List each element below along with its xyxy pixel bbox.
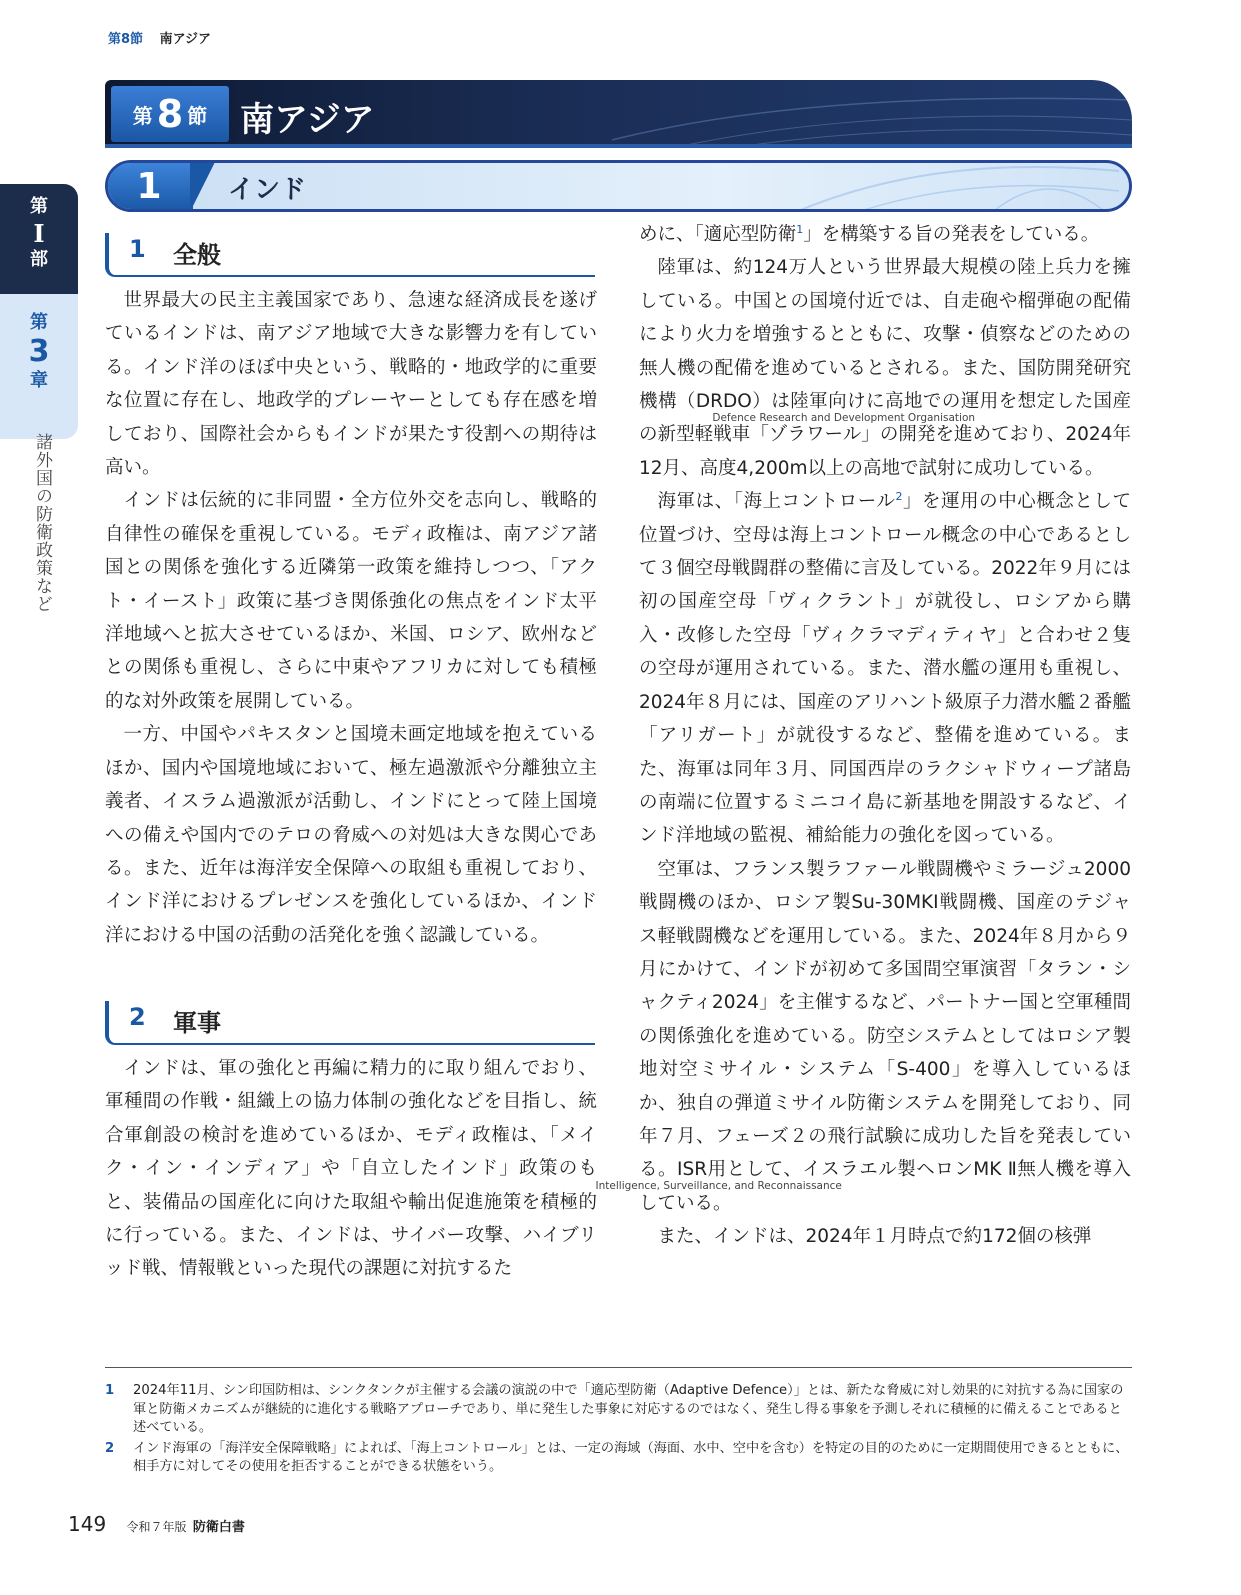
paragraph: インドは、軍の強化と再編に精力的に取り組んでおり、軍種間の作戦・組織上の協力体制の強化などを目指し、統合軍創設の検討を進めているほか、モディ政権は、「メイク・イン・インディア」や「自立したインド」政策のもと、装備品の国産化に向けた取組や輸出促進施策を積極的に行っている。また、インドは、サイバー攻撃、ハイブリッド戦、情報戦といった現代の課題に対抗するた <box>105 1058 597 1280</box>
edition: 令和７年版 <box>126 1520 187 1534</box>
left-column-general <box>105 284 597 952</box>
footnotes <box>105 1382 1132 1479</box>
heading-text: 軍事 <box>173 1009 221 1037</box>
running-head-title: 南アジア <box>159 32 212 47</box>
side-tab-part[interactable] <box>0 184 78 294</box>
footnote-ref-1[interactable]: 1 <box>796 222 804 236</box>
side-tab <box>0 184 78 439</box>
right-column <box>595 218 1131 1254</box>
isr-annotation: Intelligence, Surveillance, and Reconnaissance <box>595 1180 842 1193</box>
paragraph: また、インドは、2024年１月時点で約172個の核弾 <box>657 1226 1092 1248</box>
subbanner-decoration <box>789 163 1119 212</box>
section-prefix: 第 <box>132 103 153 128</box>
side-tab-chapter[interactable] <box>0 294 78 439</box>
banner-decoration <box>612 80 1132 148</box>
book-title: 防衛白書 <box>192 1520 245 1535</box>
section-number: 8 <box>156 92 184 136</box>
footnote-text: 2024年11月、シン印国防相は、シンクタンクが主催する会議の演説の中で「適応型防衛（Adaptive Defence）」とは、新たな脅威に対し効果的に対抗する為に国家の軍と防衛メカニズムが継続的に進化する戦略アプローチであり、単に発生した事象に対応するのではなく、発生し得る事象を予測しそれに積極的に備えることであると述べている。 <box>133 1383 1124 1435</box>
footnote-item <box>105 1382 1132 1438</box>
paragraph: 一方、中国やパキスタンと国境未画定地域を抱えているほか、国内や国境地域において、極左過激派や分離独立主義者、イスラム過激派が活動し、インドにとって陸上国境への備えや国内でのテロの脅威への対処は大きな関心である。また、近年は海洋安全保障への取組も重視しており、インド洋におけるプレゼンスを強化しているほか、インド洋における中国の活動の活発化を強く認識している。 <box>105 724 597 946</box>
running-head <box>108 28 211 47</box>
footnote-number: 2 <box>105 1440 115 1456</box>
chapter-title-vertical: 諸外国の防衛政策など <box>32 433 52 613</box>
heading-number: 2 <box>129 1003 146 1031</box>
paragraph: 空軍は、フランス製ラファール戦闘機やミラージュ2000戦闘機のほか、ロシア製Su-30MKI戦闘機、国産のテジャス軽戦闘機などを運用している。また、2024年８月から９月にかけて、インドが初めて多国間空軍演習「タラン・シャクティ2024」を主催するなど、パートナー国と空軍種間の関係強化を進めている。防空システムとしてはロシア製地対空ミサイル・システム「S-400」を導入しているほか、独自の弾道ミサイル防衛システムを開発しており、同年７月、フェーズ２の飛行試験に成功した旨を発表している。ISR Intelligence, Surveillance, and Reconnaissance 用として、イスラエル製ヘロンMK Ⅱ無人機を導入している。 <box>639 853 1131 1220</box>
page-footer <box>68 1512 245 1536</box>
part-prefix: 第 <box>30 196 48 217</box>
paragraph: めに、「適応型防衛$^1$」を構築する旨の発表をしている。 <box>639 222 1100 245</box>
footnote-item <box>105 1440 1132 1477</box>
footnote-divider <box>105 1367 1132 1368</box>
paragraph: インドは伝統的に非同盟・全方位外交を志向し、戦略的自律性の確保を重視している。モディ政権は、南アジア諸国との関係を強化する近隣第一政策を維持しつつ、「アクト・イースト」政策に基づき関係強化の焦点をインド太平洋地域へと拡大させているほか、米国、ロシア、欧州などとの関係も重視し、さらに中東やアフリカに対しても積極的な対外政策を展開している。 <box>105 490 597 712</box>
heading-text: 全般 <box>173 241 221 269</box>
chapter-suffix: 章 <box>30 369 48 391</box>
isr-term: ISR Intelligence, Surveillance, and Reconnaissance <box>677 1159 707 1180</box>
section-banner <box>105 80 1132 148</box>
drdo-term: DRDO Defence Research and Development Organisation <box>695 391 976 425</box>
left-column-military <box>105 1052 597 1286</box>
part-suffix: 部 <box>30 248 48 270</box>
paragraph: 陸軍は、約124万人という世界最大規模の陸上兵力を擁している。中国との国境付近では、自走砲や榴弾砲の配備により火力を増強するとともに、攻撃・偵察などのための無人機の配備を進めているとされる。また、国防開発研究機構（DRDO Defence Research and Development Organisation ）は陸軍向けに高地での運用を想定した国産の新型軽戦車「ゾラワール」の開発を進めており、2024年12月、高度4,200m以上の高地で試射に成功している。 <box>639 257 1131 479</box>
subsection-title: インド <box>228 175 307 205</box>
part-number: I <box>33 218 45 248</box>
subsection-banner <box>105 160 1132 212</box>
chapter-prefix: 第 <box>30 312 48 333</box>
footnote-text: インド海軍の「海洋安全保障戦略」によれば、「海上コントロール」とは、一定の海域（海面、水中、空中を含む）を特定の目的のために一定期間使用できるとともに、相手方に対してその使用を拒否することができる状態をいう。 <box>133 1440 1129 1474</box>
heading-number: 1 <box>129 235 146 263</box>
page-number: 149 <box>68 1512 107 1536</box>
drdo-annotation: Defence Research and Development Organisation <box>712 412 976 425</box>
footnote-number: 1 <box>105 1383 115 1398</box>
subsection-slant <box>190 160 216 212</box>
paragraph: 海軍は、「海上コントロール$^2$」を運用の中心概念として位置づけ、空母は海上コントロール概念の中心であるとして３個空母戦闘群の整備に言及している。2022年９月には初の国産空母「ヴィクラント」が就役し、ロシアから購入・改修した空母「ヴィクラマディティヤ」と合わせ２隻の空母が運用されている。また、潜水艦の運用も重視し、2024年８月には、国産のアリハント級原子力潜水艦２番艦「アリガート」が就役するなど、整備を進めている。また、海軍は同年３月、同国西岸のラクシャドウィープ諸島の南端に位置するミニコイ島に新基地を開設するなど、インド洋地域の監視、補給能力の強化を図っている。 <box>639 490 1131 847</box>
section-badge <box>111 86 229 142</box>
section-suffix: 節 <box>187 103 208 128</box>
chapter-number: 3 <box>28 333 50 369</box>
subsection-number: 1 <box>105 160 193 212</box>
heading-general <box>105 233 595 277</box>
footnote-ref-2[interactable]: 2 <box>895 490 903 504</box>
paragraph: 世界最大の民主主義国家であり、急速な経済成長を遂げているインドは、南アジア地域で大きな影響力を有している。インド洋のほぼ中央という、戦略的・地政学的に重要な位置に存在し、地政学的プレーヤーとしても存在感を増しており、国際社会からもインドが果たす役割への期待は高い。 <box>105 290 597 479</box>
heading-military <box>105 1001 595 1045</box>
section-title: 南アジア <box>240 100 375 140</box>
running-head-section: 第8節 <box>108 32 144 47</box>
